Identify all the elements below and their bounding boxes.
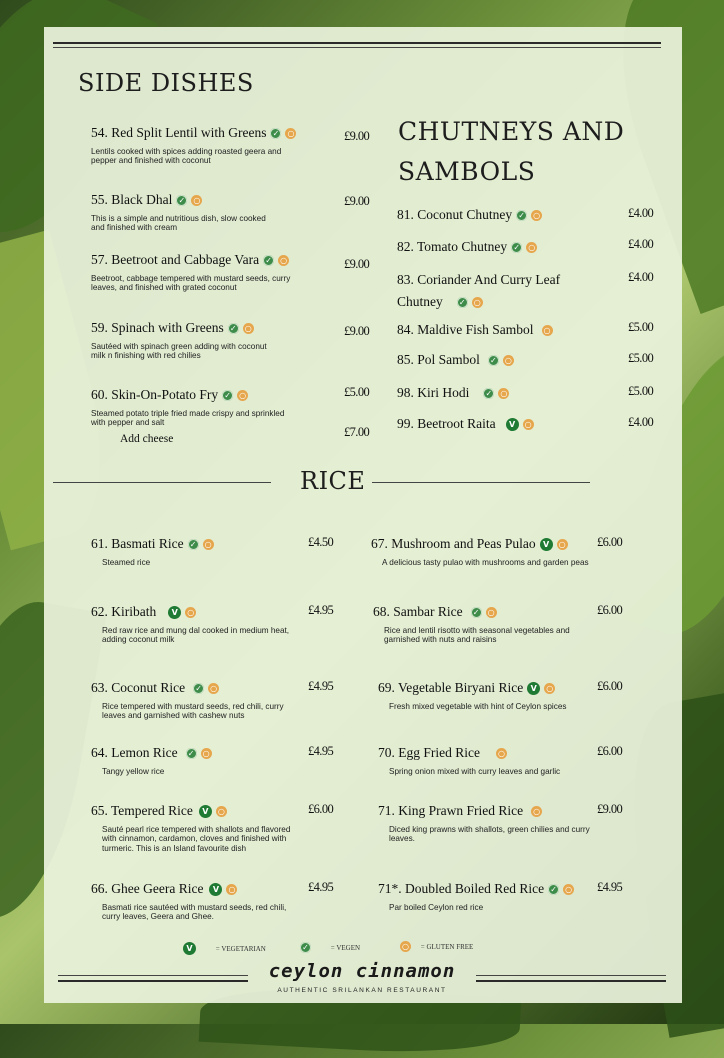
gluten-free-icon: ○	[243, 323, 254, 334]
item-price: £9.00	[344, 194, 370, 208]
gluten-free-icon: ○	[503, 355, 514, 366]
item-price: £4.00	[628, 270, 654, 284]
menu-item: 85. Pol Sambol ✓ ○	[397, 352, 514, 368]
legend-gluten-free: = GLUTEN FREE	[420, 942, 474, 951]
item-price: £4.95	[308, 744, 334, 758]
gluten-free-icon: ○	[531, 210, 542, 221]
gluten-free-icon: ○	[237, 390, 248, 401]
vegan-icon: ✓	[300, 942, 311, 953]
item-price: £5.00	[344, 385, 370, 399]
gluten-free-icon: ○	[496, 748, 507, 759]
vegan-icon: ✓	[263, 255, 274, 266]
gluten-free-icon: ○	[542, 325, 553, 336]
vegan-icon: ✓	[488, 355, 499, 366]
gluten-free-icon: ○	[472, 297, 483, 308]
brand-tagline: AUTHENTIC SRILANKAN RESTAURANT	[277, 987, 447, 994]
menu-item: 99. Beetroot Raita V ○	[397, 416, 534, 432]
legend-vegetarian: = VEGETARIAN	[215, 944, 266, 953]
gluten-free-icon: ○	[201, 748, 212, 759]
menu-item: 64. Lemon Rice ✓ ○ Tangy yellow rice	[91, 745, 291, 776]
vegan-icon: ✓	[471, 607, 482, 618]
item-price: £6.00	[597, 744, 623, 758]
vegan-icon: ✓	[511, 242, 522, 253]
gluten-free-icon: ○	[278, 255, 289, 266]
rice-rule-right	[372, 482, 590, 483]
vegan-icon: ✓	[188, 539, 199, 550]
gluten-free-icon: ○	[191, 195, 202, 206]
item-price: £5.00	[628, 384, 654, 398]
vegan-icon: ✓	[270, 128, 281, 139]
vegan-icon: ✓	[186, 748, 197, 759]
item-price: £5.00	[628, 320, 654, 334]
item-price: £4.95	[308, 679, 334, 693]
gluten-free-icon: ○	[400, 941, 411, 952]
menu-item: 62. Kiribath V ○ Red raw rice and mung dal cooked in medium heat, adding coconut milk	[91, 604, 290, 645]
menu-item: 60. Skin-On-Potato Fry ✓ ○ Steamed potato triple fried made crispy and sprinkled with pepper and salt	[91, 387, 285, 428]
item-price: £9.00	[344, 257, 370, 271]
menu-item: 71. King Prawn Fried Rice ○ Diced king prawns with shallots, green chilies and curry leaves.	[378, 803, 590, 844]
item-price: £9.00	[344, 129, 370, 143]
vegetarian-icon: V	[168, 606, 181, 619]
menu-item: 66. Ghee Geera Rice V ○ Basmati rice sautéed with mustard seeds, red chili, curry leaves, Geera and Ghee.	[91, 881, 287, 922]
menu-item: 59. Spinach with Greens ✓ ○ Sautéed with spinach green adding with coconut milk n finishing with red chilies	[91, 320, 267, 361]
vegetarian-icon: V	[209, 883, 222, 896]
menu-item: 55. Black Dhal ✓ ○ This is a simple and nutritious dish, slow cooked and finished with cream	[91, 192, 266, 233]
vegetarian-icon: V	[527, 682, 540, 695]
vegan-icon: ✓	[548, 884, 559, 895]
vegetarian-icon: V	[506, 418, 519, 431]
gluten-free-icon: ○	[203, 539, 214, 550]
item-price: £6.00	[597, 603, 623, 617]
menu-item: 71*. Doubled Boiled Red Rice ✓ ○ Par boiled Ceylon red rice	[378, 881, 593, 912]
vegetarian-icon: V	[199, 805, 212, 818]
vegetarian-icon: V	[540, 538, 553, 551]
vegan-icon: ✓	[176, 195, 187, 206]
gluten-free-icon: ○	[563, 884, 574, 895]
vegan-icon: ✓	[193, 683, 204, 694]
gluten-free-icon: ○	[208, 683, 219, 694]
item-price: £6.00	[597, 535, 623, 549]
chutneys-title: CHUTNEYS AND SAMBOLS	[398, 117, 625, 186]
legend	[183, 942, 266, 955]
menu-item: 65. Tempered Rice V ○ Sauté pearl rice tempered with shallots and flavored with cinnamon, cardamon, cloves and finished with turmeric. This is an Island favourite dish	[91, 803, 291, 853]
vegetarian-icon: V	[183, 942, 196, 955]
menu-item: 81. Coconut Chutney ✓ ○	[397, 207, 542, 223]
menu-item: 82. Tomato Chutney ✓ ○	[397, 239, 537, 255]
gluten-free-icon: ○	[531, 806, 542, 817]
gluten-free-icon: ○	[185, 607, 196, 618]
legend-vegan: = VEGEN	[330, 943, 361, 952]
menu-item: 67. Mushroom and Peas Pulao V ○ A delicious tasty pulao with mushrooms and garden peas	[371, 536, 589, 567]
vegan-icon: ✓	[516, 210, 527, 221]
vegan-icon: ✓	[483, 388, 494, 399]
gluten-free-icon: ○	[285, 128, 296, 139]
gluten-free-icon: ○	[216, 806, 227, 817]
menu-item: 61. Basmati Rice ✓ ○ Steamed rice	[91, 536, 301, 567]
item-price: £6.00	[597, 679, 623, 693]
addon-label: Add cheese	[120, 433, 174, 445]
vegan-icon: ✓	[457, 297, 468, 308]
item-price: £4.50	[308, 535, 334, 549]
top-rule-thin	[53, 47, 661, 48]
gluten-free-icon: ○	[544, 683, 555, 694]
item-price: £9.00	[597, 802, 623, 816]
legend	[400, 941, 473, 952]
vegan-icon: ✓	[228, 323, 239, 334]
menu-item: 57. Beetroot and Cabbage Vara ✓ ○ Beetroot, cabbage tempered with mustard seeds, curry leaves, and finished with grated coconut	[91, 252, 291, 293]
side-dishes-title: SIDE DISHES	[78, 69, 254, 97]
item-price: £6.00	[308, 802, 334, 816]
item-price: £9.00	[344, 324, 370, 338]
item-price: £4.00	[628, 206, 654, 220]
vegan-icon: ✓	[222, 390, 233, 401]
rice-rule-left	[53, 482, 271, 483]
top-rule	[53, 42, 661, 44]
gluten-free-icon: ○	[526, 242, 537, 253]
item-price: £4.00	[628, 237, 654, 251]
item-price: £4.00	[628, 415, 654, 429]
menu-item: 84. Maldive Fish Sambol ○	[397, 322, 553, 338]
legend	[300, 942, 360, 953]
item-price: £4.95	[308, 603, 334, 617]
gluten-free-icon: ○	[226, 884, 237, 895]
rice-title: RICE	[300, 467, 366, 495]
addon-price: £7.00	[344, 425, 370, 439]
menu-item: 69. Vegetable Biryani Rice V ○ Fresh mixed vegetable with hint of Ceylon spices	[378, 680, 567, 711]
gluten-free-icon: ○	[486, 607, 497, 618]
item-price: £5.00	[628, 351, 654, 365]
gluten-free-icon: ○	[523, 419, 534, 430]
item-price: £4.95	[597, 880, 623, 894]
menu-item: 54. Red Split Lentil with Greens ✓ ○ Lentils cooked with spices adding roasted geera and pepper and finished with coconut	[91, 125, 291, 166]
menu-item: 83. Coriander And Curry Leaf Chutney ✓ ○	[397, 272, 561, 309]
brand-logo: ceylon cinnamon	[268, 960, 456, 982]
menu-item: 70. Egg Fried Rice ○ Spring onion mixed with curry leaves and garlic	[378, 745, 561, 776]
menu-item: 68. Sambar Rice ✓ ○ Rice and lentil risotto with seasonal vegetables and garnished with nuts and raisins	[373, 604, 570, 645]
gluten-free-icon: ○	[557, 539, 568, 550]
menu-item: 98. Kiri Hodi ✓ ○	[397, 385, 509, 401]
item-price: £4.95	[308, 880, 334, 894]
gluten-free-icon: ○	[498, 388, 509, 399]
menu-item: 63. Coconut Rice ✓ ○ Rice tempered with mustard seeds, red chili, curry leaves and garnished with cashew nuts	[91, 680, 284, 721]
